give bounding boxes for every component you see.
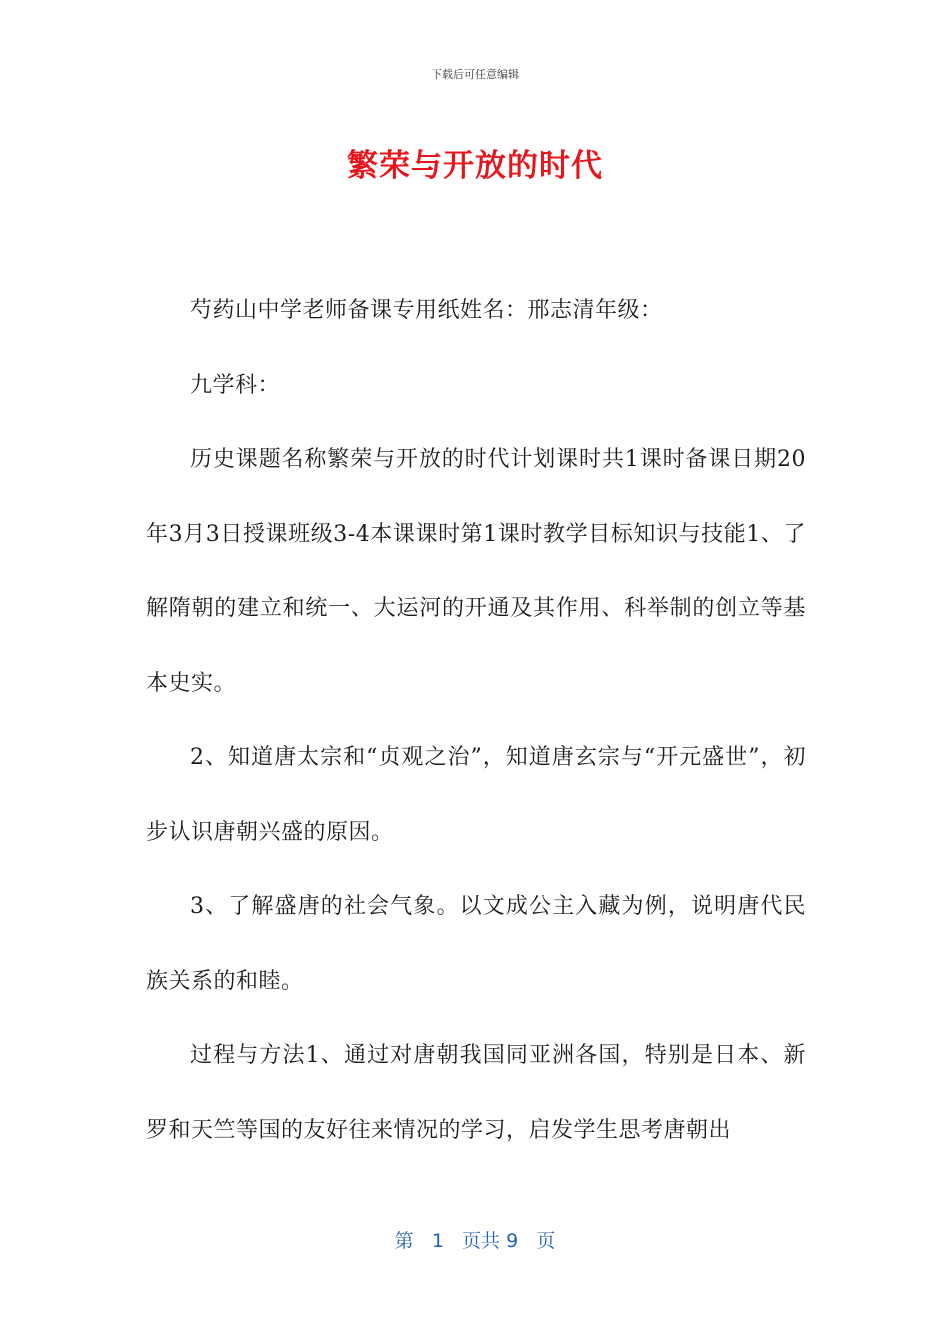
paragraph: 九学科： xyxy=(190,372,281,398)
paragraph: 芍药山中学老师备课专用纸姓名：邢志清年级： xyxy=(190,298,663,323)
footer-total-pages: 9 xyxy=(506,1230,519,1252)
page-footer xyxy=(0,1226,950,1253)
paragraph: 3、了解盛唐的社会气象。以文成公主入藏为例，说明唐代民族关系的和睦。 xyxy=(146,894,806,994)
document-body xyxy=(146,274,806,1168)
footer-suffix: 页 xyxy=(536,1230,556,1252)
footer-prefix: 第 xyxy=(394,1230,414,1252)
paragraph: 历史课题名称繁荣与开放的时代计划课时共1课时备课日期20年3月3日授课班级3-4本课课时第1课时教学目标知识与技能1、了解隋朝的建立和统一、大运河的开通及其作用、科举制的创立等基本史实。 xyxy=(146,447,806,696)
paragraph: 过程与方法1、通过对唐朝我国同亚洲各国，特别是日本、新罗和天竺等国的友好往来情况的学习，启发学生思考唐朝出 xyxy=(146,1043,806,1143)
paragraph: 2、知道唐太宗和“贞观之治”，知道唐玄宗与“开元盛世”，初步认识唐朝兴盛的原因。 xyxy=(146,745,806,845)
footer-current-page: 1 xyxy=(431,1230,444,1252)
header-note: 下载后可任意编辑 xyxy=(431,68,519,81)
footer-middle: 页共 xyxy=(462,1230,501,1252)
document-title: 繁荣与开放的时代 xyxy=(347,148,603,184)
